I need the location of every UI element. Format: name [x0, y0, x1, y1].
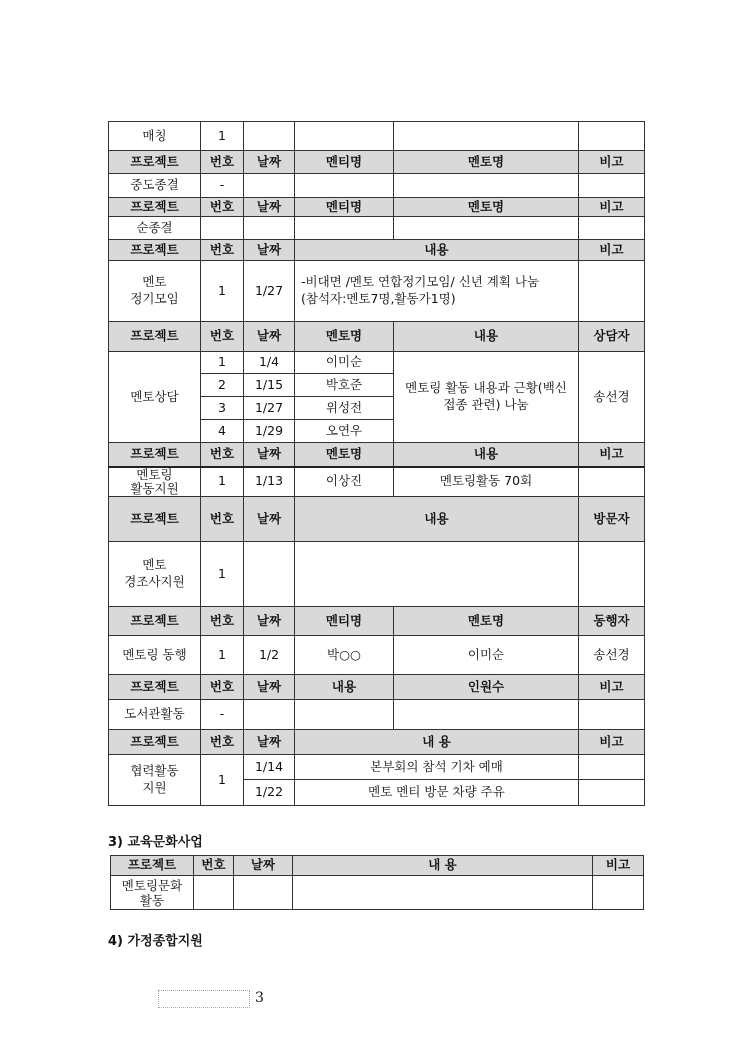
- header-row: 프로젝트 번호 날짜 내 용 비고: [109, 730, 645, 755]
- counsel-project: 멘토상담: [109, 352, 201, 443]
- counsel-row: 멘토상담 1 1/4 이미순 멘토링 활동 내용과 근황(백신 접종 관련) 나눔 송선경: [109, 352, 645, 374]
- natural-end-row: [109, 217, 645, 240]
- section-3-title: 3) 교육문화사업: [108, 835, 203, 850]
- cooperation-project: 협력활동 지원: [109, 755, 201, 806]
- midterm-project: 중도종결: [109, 174, 201, 198]
- mentor-meeting-no: 1: [201, 261, 244, 322]
- header-row: 프로젝트 번호 날짜 내 용 비고: [111, 856, 644, 876]
- matching-row: [109, 122, 645, 151]
- condolence-project: 멘토 경조사지원: [109, 542, 201, 607]
- mentor-meeting-date: 1/27: [244, 261, 295, 322]
- header-row: 프로젝트 번호 날짜 내용 방문자: [109, 497, 645, 542]
- section-4-title: 4) 가정종합지원: [108, 934, 203, 949]
- education-project: 멘토링문화 활동: [111, 876, 194, 910]
- education-table: [110, 855, 644, 910]
- accompany-row: 멘토링 동행 1 1/2 박○○ 이미순 송선경: [109, 636, 645, 675]
- natural-end-project: 순종결: [109, 217, 201, 240]
- cooperation-row: 1/22 멘토 멘티 방문 차량 주유: [109, 780, 645, 806]
- support-project: 멘토링 활동지원: [109, 467, 201, 497]
- cooperation-row: 협력활동 지원 1 1/14 본부회의 참석 기차 예매: [109, 755, 645, 780]
- matching-no: 1: [201, 122, 244, 151]
- header-row: 프로젝트 번호 날짜 멘토명 내용 비고: [109, 443, 645, 467]
- counsel-row: 4 1/29 오연우: [109, 420, 645, 443]
- counsel-content: 멘토링 활동 내용과 근황(백신 접종 관련) 나눔: [394, 352, 579, 443]
- matching-project: 매칭: [109, 122, 201, 151]
- education-row: [111, 876, 644, 910]
- library-row: 도서관활동 -: [109, 700, 645, 730]
- page-number: 3: [255, 990, 264, 1006]
- mentor-meeting-row: [109, 261, 645, 322]
- header-row: 프로젝트 번호 날짜 내용 인원수 비고: [109, 675, 645, 700]
- header-row: 프로젝트 번호 날짜 멘토명 내용 상담자: [109, 322, 645, 352]
- mentor-meeting-project: 멘토 정기모임: [109, 261, 201, 322]
- header-row: 프로젝트 번호 날짜 멘티명 멘토명 동행자: [109, 607, 645, 636]
- page-footer-box: [158, 990, 250, 1008]
- activity-table: [108, 121, 645, 806]
- support-row: 멘토링 활동지원 1 1/13 이상진 멘토링활동 70회: [109, 467, 645, 497]
- mentor-meeting-content: -비대면 /멘토 연합정기모임/ 신년 계획 나눔 (참석자:멘토7명,활동가1명): [295, 261, 579, 322]
- midterm-no: -: [201, 174, 244, 198]
- midterm-row: [109, 174, 645, 198]
- header-row: 프로젝트 번호 날짜 내용 비고: [109, 240, 645, 261]
- counsel-row: 3 1/27 위성전: [109, 397, 645, 420]
- header-row: 프로젝트 번호 날짜 멘티명 멘토명 비고: [109, 198, 645, 217]
- condolence-row: 멘토 경조사지원 1: [109, 542, 645, 607]
- header-row: 프로젝트 번호 날짜 멘티명 멘토명 비고: [109, 151, 645, 174]
- counsel-row: 2 1/15 박호준: [109, 374, 645, 397]
- counsel-counselor: 송선경: [579, 352, 645, 443]
